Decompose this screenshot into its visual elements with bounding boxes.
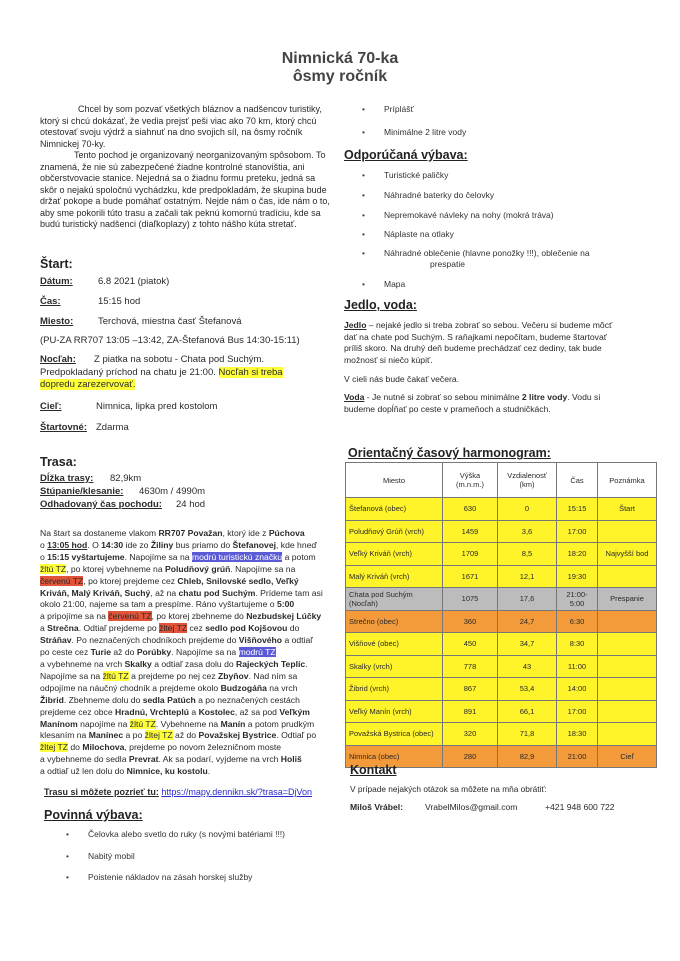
col-miesto: Miesto	[346, 463, 443, 498]
route-text: . Prídeme tam asi	[255, 587, 323, 598]
route-text: Rajeckých Teplíc	[236, 658, 306, 669]
startovne-label: Štartovné:	[40, 422, 87, 433]
stupanie-value: 4630m / 4990m	[139, 486, 206, 497]
cell-km: 66,1	[498, 700, 557, 723]
cell-km: 82,9	[498, 745, 557, 768]
jedlo-line: príliš skoro. Na druhý deň budeme prechádzať cez dediny, tak bude	[344, 343, 602, 353]
cell-miesto: Skalky (vrch)	[346, 655, 443, 678]
route-line	[40, 623, 340, 635]
route-text: Na štart sa dostaneme vlakom	[40, 528, 159, 538]
cas-pochodu-label: Odhadovaný čas pochodu:	[40, 499, 162, 510]
intro-line: Chcel by som pozvať všetkých bláznov a nadšencov turistiky,	[78, 104, 322, 114]
cell-pozn: Najvyšší bod	[598, 543, 657, 566]
intro-paragraph	[40, 104, 345, 150]
route-text: Poludňový grúň	[165, 563, 231, 574]
route-text: a pripojíme sa na	[40, 611, 109, 622]
voda-text: Voda - Je nutné si zobrať so sebou minimálne 2 litre vody. Vodu si budeme dopĺňať po ceste v prameňoch a studničkách.	[344, 392, 601, 414]
cell-miesto: Malý Kriváň (vrch)	[346, 565, 443, 588]
cell-vyska: 1459	[443, 520, 498, 543]
cell-cas: 21:00- 5:00	[557, 588, 598, 611]
nocah-value: Z piatka na sobotu - Chata pod Suchým.	[94, 354, 265, 365]
harmonogram-row	[346, 520, 657, 543]
intro	[40, 104, 345, 231]
route-text: odpojíme na náučný chodník a prejdeme okolo	[40, 682, 221, 693]
cell-vyska: 778	[443, 655, 498, 678]
route-text: okolo 21:00, najeme sa tam a prespíme. Ráno vyštartujeme o	[40, 599, 277, 610]
harmonogram-heading: Orientačný časový harmonogram:	[348, 446, 551, 460]
route-text: prejdeme cez obce	[40, 706, 115, 717]
route-text: . Nad ním sa	[248, 670, 298, 681]
povinna-item: • Príplášť	[384, 104, 414, 114]
odporucana-item-cont: prespatie	[430, 259, 465, 269]
route-text: . Ak sa podarí, vyjdeme na vrch	[158, 754, 281, 765]
route-text: červenú TZ	[108, 611, 152, 622]
route-text: , kde hneď	[276, 539, 317, 550]
route-text: Turie	[90, 647, 112, 658]
route-text: Napojíme sa na	[40, 670, 103, 681]
route-text: Milochova	[82, 742, 125, 753]
route-text: , po ktorej prejdeme cez	[83, 575, 178, 586]
povinna-item: • Minimálne 2 litre vody	[384, 127, 466, 137]
nocah-line2: Predpokladaný príchod na chatu je 21:00. Nocľah si treba	[40, 367, 283, 378]
route-text: . Vybehneme na	[155, 718, 221, 729]
cell-km: 71,8	[498, 723, 557, 746]
nocah-line3: dopredu zarezervovať.	[40, 379, 136, 390]
route-text: , po ktorej zbehneme do	[151, 611, 247, 622]
route-line	[40, 683, 340, 695]
cell-vyska: 1075	[443, 588, 498, 611]
col-km: Vzdialenosť (km)	[498, 463, 557, 498]
route-text: ide zo	[123, 539, 151, 550]
route-text: . Napojíme sa na	[230, 563, 296, 574]
route-text: žltú TZ	[40, 563, 67, 574]
route-line	[40, 719, 340, 731]
cell-vyska: 891	[443, 700, 498, 723]
trasa-heading: Trasa:	[40, 455, 77, 469]
intro-line: držať pokope a bude pomáhať ostatným. Nejde nám o čas, ide nám o to,	[40, 196, 330, 206]
route-text: Hradnú, Vrchteplú	[115, 706, 190, 717]
harmonogram-row	[346, 498, 657, 521]
route-text: 5:00	[276, 599, 295, 610]
harmonogram-row	[346, 678, 657, 701]
ciel-label: Cieľ:	[40, 401, 62, 412]
cell-cas: 14:00	[557, 678, 598, 701]
route-text: . Odtiaľ prejdeme po	[78, 623, 160, 634]
route-line	[40, 540, 340, 552]
cas-pochodu-value: 24 hod	[176, 499, 206, 510]
miesto-value: Terchová, miestna časť Štefanová	[98, 316, 242, 327]
cell-miesto: Žibrid (vrch)	[346, 678, 443, 701]
cell-km: 3,6	[498, 520, 557, 543]
route-text: Nimnice, ku kostolu	[126, 766, 208, 777]
harmonogram-row	[346, 655, 657, 678]
route-text: a potom	[282, 551, 316, 562]
route-text: Porúbky	[136, 647, 172, 658]
route-text: do	[68, 742, 83, 753]
cas-value: 15:15 hod	[98, 296, 141, 307]
cell-cas: 18:30	[557, 723, 598, 746]
route-text: sedla Patúch	[142, 694, 196, 705]
kontakt-phone[interactable]: +421 948 600 722	[545, 802, 615, 812]
route-link[interactable]: https://mapy.dennikn.sk/?trasa=DjVon	[161, 787, 313, 797]
route-text: . Odtiaľ po	[276, 730, 317, 741]
cell-miesto: Veľký Manín (vrch)	[346, 700, 443, 723]
route-text: Manínom	[40, 718, 78, 729]
route-text: Stráňav	[40, 635, 72, 646]
route-text: Chleb, Snilovské sedlo, Veľký	[177, 575, 299, 586]
route-text: . O	[87, 539, 102, 550]
povinna-item: • Nabitý mobil	[88, 851, 135, 861]
route-line	[40, 647, 340, 659]
route-line	[40, 707, 340, 719]
route-text: o	[40, 551, 48, 562]
intro-line: aby sme pokorili túto trasu a začali tak peknú komornú tradíciu, kde sa	[40, 207, 321, 218]
route-text: a odtiaľ zasa dolu do	[151, 658, 237, 669]
route-line	[40, 742, 340, 754]
route-line	[40, 695, 340, 707]
cell-cas: 6:30	[557, 610, 598, 633]
cell-miesto: Veľký Kriváň (vrch)	[346, 543, 443, 566]
route-text: a po neznačených cestách	[195, 694, 300, 705]
route-text: . Napojíme sa na	[171, 647, 239, 658]
route-text: a prejdeme po nej cez	[128, 670, 219, 681]
route-text: .	[305, 658, 308, 669]
route-line	[40, 576, 340, 588]
cell-vyska: 1671	[443, 565, 498, 588]
route-line	[40, 599, 340, 611]
route-description	[40, 528, 340, 778]
route-text: RR707 Považan	[158, 528, 223, 538]
datum-row: Dátum:	[40, 276, 73, 287]
nocah-label: Nocľah:	[40, 354, 76, 365]
stupanie-label: Stúpanie/klesanie:	[40, 486, 124, 497]
intro-line: Nimnickej 70-ky.	[40, 138, 106, 149]
cell-pozn	[598, 655, 657, 678]
miesto-label: Miesto:	[40, 316, 74, 327]
route-text: po ceste cez	[40, 647, 91, 658]
jedlo-line: Jedlo – nejaké jedlo si treba zobrať so sebou. Večeru si budeme môcť	[344, 320, 613, 330]
intro-paragraph	[40, 150, 345, 231]
cell-pozn: Cieľ	[598, 745, 657, 768]
bus-info: (PU-ZA RR707 13:05 –13:42, ZA-Štefanová Bus 14:30-15:11)	[40, 335, 300, 346]
harmonogram-row	[346, 633, 657, 656]
cell-pozn	[598, 633, 657, 656]
cell-cas: 17:00	[557, 700, 598, 723]
cell-km: 17,6	[498, 588, 557, 611]
povinna-heading: Povinná výbava:	[44, 808, 143, 822]
route-text: a odtiaľ už len dolu do	[40, 766, 127, 777]
cell-km: 43	[498, 655, 557, 678]
cell-cas: 11:00	[557, 655, 598, 678]
harmonogram-row	[346, 610, 657, 633]
route-line	[40, 611, 340, 623]
route-text: , až na	[150, 587, 179, 598]
cell-pozn: Štart	[598, 498, 657, 521]
route-text: Kriváň, Malý Kriváň, Suchý	[40, 587, 151, 598]
page-subtitle: ôsmy ročník	[292, 68, 388, 85]
route-text: Prevrat	[128, 754, 159, 765]
odporucana-item: • Náplaste na otlaky	[384, 229, 454, 239]
route-text: Manín	[220, 718, 246, 729]
odporucana-item: • Náhradné baterky do čelovky	[384, 190, 494, 200]
route-text: , prejdeme po novom železničnom moste	[124, 742, 282, 753]
route-text: Kostolec	[198, 706, 235, 717]
odporucana-item: • Turistické paličky	[384, 170, 448, 180]
cell-pozn	[598, 723, 657, 746]
cell-km: 53,4	[498, 678, 557, 701]
route-text: modrú TZ	[238, 647, 276, 658]
route-text: , až sa pod	[234, 706, 280, 717]
route-text: až do	[111, 647, 137, 658]
col-cas: Čas	[557, 463, 598, 498]
route-text: Veľkým	[279, 706, 310, 717]
cell-vyska: 360	[443, 610, 498, 633]
page-title: Nimnická 70-ka	[281, 50, 399, 67]
route-text: Skalky	[124, 658, 152, 669]
route-text: Púchova	[268, 528, 305, 538]
route-text: bus priamo do	[173, 539, 233, 550]
odporucana-item: • Nepremokavé návleky na nohy (mokrá tráva)	[384, 210, 554, 220]
jedlo-heading: Jedlo, voda:	[344, 298, 417, 312]
route-line	[40, 588, 340, 600]
startovne-value: Zdarma	[96, 422, 129, 433]
cell-vyska: 867	[443, 678, 498, 701]
route-text: a potom prudkým	[245, 718, 315, 729]
cell-cas: 8:30	[557, 633, 598, 656]
cell-vyska: 450	[443, 633, 498, 656]
route-text: až do	[172, 730, 199, 741]
route-text: do	[287, 623, 300, 634]
kontakt-text: V prípade nejakých otázok sa môžete na mňa obrátiť:	[350, 784, 547, 794]
cell-km: 34,7	[498, 633, 557, 656]
route-text: Štefanovej	[232, 539, 277, 550]
harmonogram-table	[345, 462, 657, 768]
route-text: a vybehneme na vrch	[40, 658, 125, 669]
route-text: Zbyňov	[218, 670, 249, 681]
odporucana-heading: Odporúčaná výbava:	[344, 148, 468, 162]
cell-miesto: Poludňový Grúň (vrch)	[346, 520, 443, 543]
jedlo-text	[344, 320, 644, 366]
route-line	[40, 552, 340, 564]
dlzka-label: Dĺžka trasy:	[40, 473, 94, 484]
cell-pozn	[598, 565, 657, 588]
route-line	[40, 766, 340, 778]
cell-vyska: 280	[443, 745, 498, 768]
jedlo-label: Jedlo	[344, 320, 367, 330]
kontakt-name: Miloš Vrábel:	[350, 802, 404, 812]
route-text: žltej TZ	[40, 742, 69, 753]
route-text: žltú TZ	[102, 670, 129, 681]
route-text: Nezbudskej Lúčky	[246, 611, 322, 622]
jedlo-line: možnosť si niečo kúpiť.	[344, 354, 433, 365]
cell-pozn: Prespanie	[598, 588, 657, 611]
cell-miesto: Štefanová (obec)	[346, 498, 443, 521]
harmonogram-row	[346, 588, 657, 611]
cell-miesto: Nimnica (obec)	[346, 745, 443, 768]
kontakt-heading: Kontakt	[350, 763, 397, 777]
povinna-item: • Čelovka alebo svetlo do ruky (s novými batériami !!!)	[88, 829, 285, 839]
cell-miesto: Považská Bystrica (obec)	[346, 723, 443, 746]
cell-pozn	[598, 678, 657, 701]
route-text: , ktorý ide z	[222, 528, 269, 538]
intro-line: budú turistický nadšenci (diaľkoplazy) z tohto nášho kúta stretať.	[40, 219, 297, 229]
harmonogram-row	[346, 543, 657, 566]
harmonogram-row	[346, 723, 657, 746]
intro-line: Tento pochod je organizovaný neorganizovaným spôsobom. To	[74, 150, 326, 160]
route-text: sedlo pod Kojšovou	[205, 623, 288, 634]
cell-vyska: 630	[443, 498, 498, 521]
route-line	[40, 564, 340, 576]
cell-cas: 18:20	[557, 543, 598, 566]
dlzka-value: 82,9km	[110, 473, 142, 484]
harmonogram-row	[346, 565, 657, 588]
col-poznamka: Poznámka	[598, 463, 657, 498]
cell-km: 24,7	[498, 610, 557, 633]
cell-vyska: 320	[443, 723, 498, 746]
route-text: na vrch	[266, 682, 298, 693]
route-text: klesaním na	[40, 730, 89, 741]
route-text: a po	[123, 730, 145, 741]
route-text: a odtiaľ	[282, 635, 313, 646]
route-text: a	[40, 623, 48, 634]
route-text: . Napojíme sa na	[124, 551, 192, 562]
cell-miesto: Višňové (obec)	[346, 633, 443, 656]
route-line	[40, 754, 340, 766]
route-text: 13:05 hod	[47, 539, 88, 550]
route-text: cez	[187, 623, 206, 634]
route-text: Žibrid	[40, 694, 64, 705]
jedlo-line: dať na chate pod Suchým. S raňajkami nepočítam, budeme štartovať	[344, 331, 607, 342]
cell-cas: 15:15	[557, 498, 598, 521]
intro-line: znamená, že nie sú zabezpečené žiadne kontrolné stanovištia, ani	[40, 161, 305, 172]
cell-miesto: Strečno (obec)	[346, 610, 443, 633]
route-line	[40, 635, 340, 647]
route-text: Žiliny	[150, 539, 174, 550]
route-line	[40, 659, 340, 671]
route-text: modrú turistickú značku	[191, 551, 283, 562]
odporucana-item: • Mapa	[384, 279, 405, 289]
route-text: Považskej Bystrice	[198, 730, 277, 741]
route-link-row: Trasu si môžete pozrieť tu: https://mapy.dennikn.sk/?trasa=DjVon	[44, 787, 313, 797]
povinna-item: • Poistenie nákladov na zásah horskej služby	[88, 872, 252, 882]
route-text: napojíme na	[77, 718, 130, 729]
cell-miesto: Chata pod Suchým (Nocľah)	[346, 588, 443, 611]
route-text: Strečna	[47, 623, 79, 634]
cell-pozn	[598, 520, 657, 543]
route-text: . Zbehneme dolu do	[63, 694, 143, 705]
route-text: Budzogáňa	[220, 682, 267, 693]
route-text: a vybehneme do sedla	[40, 754, 129, 765]
route-text: žltej TZ	[159, 623, 188, 634]
jedlo-ciel: V cieli nás bude čakať večera.	[344, 374, 460, 384]
cell-km: 12,1	[498, 565, 557, 588]
cell-cas: 21:00	[557, 745, 598, 768]
intro-line: občerstvovacie stanice. Nejedná sa o žiadnu formu preteku, jedná sa	[40, 173, 316, 183]
route-text: žltú TZ	[129, 718, 156, 729]
cell-km: 8,5	[498, 543, 557, 566]
route-text: , po ktorej vybehneme na	[66, 563, 165, 574]
cell-pozn	[598, 700, 657, 723]
route-text: chatu pod Suchým	[178, 587, 256, 598]
route-text: 14:30	[101, 539, 124, 550]
route-text: žltej TZ	[144, 730, 173, 741]
route-text: o	[40, 539, 48, 550]
start-heading: Štart:	[40, 257, 73, 271]
intro-line: otestovať svoju výdrž a siahnuť na dno svojich síl, na ôsmy ročník	[40, 127, 303, 137]
cell-cas: 17:00	[557, 520, 598, 543]
route-line	[40, 671, 340, 683]
cas-label: Čas:	[40, 296, 61, 307]
route-text: červenú TZ	[40, 575, 84, 586]
route-text: a	[189, 706, 199, 717]
cell-pozn	[598, 610, 657, 633]
cell-vyska: 1709	[443, 543, 498, 566]
cell-km: 0	[498, 498, 557, 521]
ciel-value: Nimnica, lipka pred kostolom	[96, 401, 218, 412]
col-vyska: Výška (m.n.m.)	[443, 463, 498, 498]
datum-value: 6.8 2021 (piatok)	[98, 276, 170, 287]
route-text: Manínec	[88, 730, 124, 741]
route-text: 15:15 vyštartujeme	[47, 551, 125, 562]
odporucana-item: • Náhradné oblečenie (hlavne ponožky !!!), oblečenie na	[384, 248, 590, 258]
route-line	[40, 528, 340, 540]
harmonogram-row	[346, 700, 657, 723]
route-text: .	[207, 766, 211, 777]
intro-line: skôr o nejakú spoločnú vychádzku, kde predpokladám, že skupina bude	[40, 184, 327, 195]
route-text: . Po neznačených chodníkoch prejdeme do	[71, 635, 239, 646]
cell-cas: 19:30	[557, 565, 598, 588]
kontakt-email[interactable]: VrabelMilos@gmail.com	[425, 802, 518, 812]
route-text: Višňového	[238, 635, 283, 646]
intro-line: ktorý si chcú dokázať, že vedia prejsť peši viac ako 70 km, ktorý chcú	[40, 115, 317, 126]
route-text: Holiš	[280, 754, 302, 765]
route-line	[40, 730, 340, 742]
